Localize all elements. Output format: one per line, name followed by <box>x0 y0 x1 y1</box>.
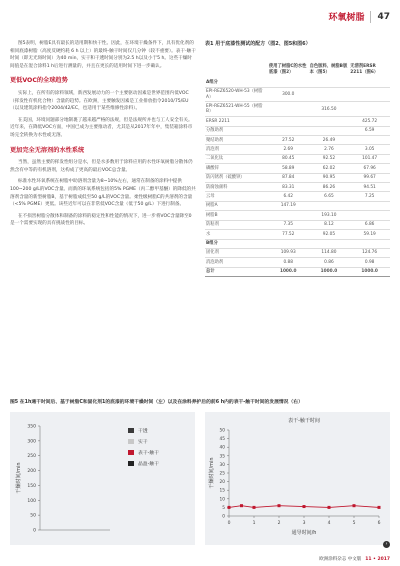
section-heading: 更加完全无溶剂的水性系统 <box>10 146 85 154</box>
row-value: 0.98 <box>349 258 390 267</box>
y-tick-label: 10 <box>219 497 225 503</box>
row-label: 消泡助剂 <box>205 258 268 267</box>
row-value: 77.52 <box>268 230 309 239</box>
table-row <box>205 87 390 102</box>
table-body <box>205 78 390 276</box>
figure-caption: 图5 在1h通干时间后、基于树脂C和固化剂1的底漆的环境干燥时间（左）以及在涂料养护后的前6 h内的表干-触干时间的发展情况（右） <box>10 400 303 405</box>
y-tick-label: 200 <box>27 469 36 475</box>
legend-swatch <box>128 439 134 444</box>
row-value: 62.02 <box>309 164 350 173</box>
row-value: 316.50 <box>309 102 350 117</box>
table-header-cell: 使用了树脂C的水性底漆（图2） <box>268 64 307 75</box>
paragraph: 标准水性环氧系统在树脂中助溶剂含量为8~10%左右，通常在制备的涂料中提供100~200 g/L的VOC含量。而新的环氧系统包括的5% PGME（丙二醇甲基醚）的降低的共溶剂含量的新型树脂B，基于树脂成低至50 g/L的VOC含量。柔性级树脂C的共溶剂的含量（<5% PGME）更低。该些近年可以在非常低VOC含量（低于50 g/L）下进行制备。 <box>10 179 196 208</box>
table-row <box>205 220 390 229</box>
row-value <box>309 78 350 87</box>
row-value: 67.96 <box>349 164 390 173</box>
paragraph: 当然，虽然主要的挥发性组分是水，但是水多数用于涂料应用的水性环氧树脂分散体仍然含有中等的有机溶剂，这构成了更高的最后VOC总含量。 <box>10 160 193 173</box>
row-label: EPI-REZ6521-WH-55（树脂B） <box>205 102 268 117</box>
row-value: 2.69 <box>268 145 309 154</box>
row-value: 425.72 <box>349 117 390 126</box>
legend-label: 晶盈-触干 <box>138 462 159 467</box>
row-value: 87.84 <box>268 173 309 182</box>
y-tick-label: 45 <box>219 437 225 443</box>
header-divider <box>370 11 371 23</box>
row-value: 92.05 <box>309 230 350 239</box>
row-value: 27.52 <box>268 136 309 145</box>
row-value <box>309 239 350 248</box>
row-value: 101.47 <box>349 154 390 163</box>
row-value: 26.49 <box>309 136 350 145</box>
row-value <box>349 87 390 102</box>
y-axis-label: 干燥时间/min <box>209 457 215 489</box>
paragraph: 实际上，在所有的涂料领域，新西发展动力的一个主要驱动因素是世界范围内低VOC（挥发性有机化合物）含量的趋势。在欧洲，主要触发因素是工业排放指令2010/75/EU（以及建筑涂料指令2004/42/EC，也适用于某些维修性涂料）。 <box>10 90 189 112</box>
paragraph: 图5表明，树脂E具有最长的适用期和快干性。因此，在环境干燥条件下，具有优化剂的相同底漆树脂（高度反硬约耗 6 h 以上）的最终-触干时间仅几分钟（较不重要）。表干-触干时间（即无光斑时间）为40 min，实干和干透时间分别为2.5 h以及小于5 h。这些干燥时间值是在混合涂料1 h后进行测量的，并且在更长的适用时间下进一步确认。 <box>10 41 196 69</box>
row-label: 防粘剂 <box>205 220 268 229</box>
x-tick-label: 0 <box>227 521 231 526</box>
table-row <box>205 102 390 117</box>
row-label: 分散助剂 <box>205 126 268 135</box>
drying-time-bar-chart <box>10 412 195 545</box>
y-tick-label: 300 <box>27 439 36 445</box>
x-tick-label: 1 <box>252 521 256 526</box>
row-value: 109.93 <box>268 248 309 257</box>
row-value: 300.0 <box>268 87 309 102</box>
row-label: 水 <box>205 230 268 239</box>
table-row <box>205 183 390 192</box>
table-header-cell: 自色版料、树脂B版本（图5） <box>309 64 348 75</box>
x-tick-label: 4 <box>327 521 331 526</box>
row-value: 8.12 <box>309 220 350 229</box>
data-point <box>278 504 281 507</box>
row-value: 0.88 <box>268 258 309 267</box>
row-label: EPI-REZ6520-WH-53（树脂A） <box>205 87 268 102</box>
data-point <box>228 506 231 509</box>
page-header <box>328 10 390 23</box>
paragraph: 在不损害树脂分散体和制备的涂料的稳定性和性能的情况下，进一步将VOC含量降至0是一个需要实现的具有挑战性的目标。 <box>10 213 192 227</box>
chart-title: 表干-触干时间 <box>288 418 320 424</box>
row-label: 树脂A <box>205 201 268 210</box>
page-footer <box>319 556 390 562</box>
table-row <box>205 248 390 257</box>
row-value <box>349 136 390 145</box>
next-page-arrow-icon[interactable]: › <box>383 541 390 548</box>
table-header-cell <box>205 63 268 78</box>
page-number: 47 <box>377 11 390 22</box>
row-value <box>349 102 390 117</box>
row-value: 2.76 <box>309 145 350 154</box>
y-tick-label: 350 <box>27 424 36 430</box>
table-row <box>205 164 390 173</box>
y-axis-label: 干燥时间/min <box>16 462 22 494</box>
row-value <box>268 78 309 87</box>
y-tick-label: 50 <box>219 428 225 434</box>
row-value: 124.76 <box>349 248 390 257</box>
row-value <box>268 211 309 220</box>
legend-swatch <box>128 450 134 455</box>
row-value: 7.35 <box>268 220 309 229</box>
row-value: 6.42 <box>268 192 309 201</box>
line-chart-svg <box>205 412 390 545</box>
table-header-row <box>205 63 390 78</box>
y-tick-label: 150 <box>27 483 36 489</box>
row-value <box>268 239 309 248</box>
y-tick-label: 0 <box>33 528 36 534</box>
article-left-column <box>10 40 196 232</box>
row-value: 86.26 <box>309 183 350 192</box>
legend-swatch <box>128 461 134 466</box>
table-row <box>205 201 390 210</box>
table-row <box>205 78 390 87</box>
row-value: 7.25 <box>349 192 390 201</box>
formulation-table <box>205 63 390 277</box>
data-point <box>303 505 306 508</box>
row-value: 80.45 <box>268 154 309 163</box>
x-tick-label: 6 <box>377 521 381 526</box>
row-value: 0.86 <box>309 258 350 267</box>
y-tick-label: 0 <box>222 514 225 520</box>
row-value <box>349 239 390 248</box>
table-row <box>205 230 390 239</box>
data-point <box>378 506 381 509</box>
row-value: 1000.0 <box>268 267 309 276</box>
bar-chart-svg <box>10 412 195 545</box>
y-tick-label: 15 <box>219 488 225 494</box>
row-label: 防闪锈剂（硫酸钡） <box>205 173 268 182</box>
row-value: 147.19 <box>268 201 309 210</box>
row-label: 聚结助剂 <box>205 136 268 145</box>
row-label: 固化剂 <box>205 248 268 257</box>
row-value <box>309 87 350 102</box>
row-value: 193.10 <box>309 211 350 220</box>
row-value: 94.51 <box>349 183 390 192</box>
legend-label: 实干 <box>138 440 148 445</box>
table-caption: 表1 用于底漆性测试的配方（图2、图5和图6） <box>205 41 311 47</box>
publication-name: 欧洲涂料杂志 中文版 <box>319 557 362 562</box>
y-tick-label: 100 <box>27 498 36 504</box>
x-tick-label: 3 <box>302 521 306 526</box>
data-point <box>353 504 356 507</box>
legend-label: 干透 <box>138 429 148 434</box>
x-tick-label: 2 <box>277 521 281 526</box>
paragraph: 在美国，环境问题部分地制裹了越来越严格的法规，但是法规所并也与工人安全有关。近年来，在降低VOC方面，中国已成为主要推动者，尤其是从2017年年中，集装箱涂料市场完全转换为水性或无溶。 <box>10 117 193 138</box>
row-value: 83.31 <box>268 183 309 192</box>
row-label: 总计 <box>205 267 268 276</box>
row-value: 114.80 <box>309 248 350 257</box>
issue-label: 11 • 2017 <box>365 556 390 562</box>
table-header-cell: 无溶剂ERSR 2211（图6） <box>350 64 379 75</box>
row-value <box>309 126 350 135</box>
row-value <box>268 117 309 126</box>
row-value: 92.52 <box>309 154 350 163</box>
y-tick-label: 25 <box>219 471 225 477</box>
row-value: 59.19 <box>349 230 390 239</box>
row-value <box>268 126 309 135</box>
table-row <box>205 136 390 145</box>
table-row <box>205 192 390 201</box>
row-label: 防腐蚀颜料 <box>205 183 268 192</box>
legend-swatch <box>128 428 134 433</box>
row-value: 58.89 <box>268 164 309 173</box>
y-tick-label: 30 <box>219 462 225 468</box>
row-value <box>349 211 390 220</box>
row-label: 云母 <box>205 192 268 201</box>
row-value <box>309 201 350 210</box>
row-label: 消泡剂 <box>205 145 268 154</box>
y-tick-label: 50 <box>30 513 36 519</box>
data-point <box>328 506 331 509</box>
row-value: 6.59 <box>349 126 390 135</box>
row-value: 90.95 <box>309 173 350 182</box>
table-row <box>205 126 390 135</box>
table-row <box>205 145 390 154</box>
table-row <box>205 239 390 248</box>
table-row <box>205 154 390 163</box>
table-row <box>205 173 390 182</box>
y-tick-label: 5 <box>222 505 225 511</box>
y-tick-label: 20 <box>219 480 225 486</box>
row-value <box>349 78 390 87</box>
section-heading: 更低VOC的全球趋势 <box>10 77 68 85</box>
section-title: 环氧树脂 <box>328 13 365 23</box>
row-value <box>268 102 309 117</box>
y-tick-label: 250 <box>27 454 36 460</box>
row-value: 6.65 <box>309 192 350 201</box>
x-tick-label: 5 <box>352 521 356 526</box>
row-label: B组分 <box>205 239 268 248</box>
data-point <box>240 504 243 507</box>
row-label: 磷酸锌 <box>205 164 268 173</box>
row-label: ERSR 2211 <box>205 117 268 126</box>
table-row <box>205 258 390 267</box>
data-point <box>253 506 256 509</box>
row-label: A组分 <box>205 78 268 87</box>
row-value <box>309 117 350 126</box>
x-axis-label: 通导时间/h <box>291 530 317 536</box>
row-value <box>349 201 390 210</box>
row-value: 99.67 <box>349 173 390 182</box>
row-label: 二氧化钛 <box>205 154 268 163</box>
table-row <box>205 211 390 220</box>
row-value: 6.86 <box>349 220 390 229</box>
table-row <box>205 117 390 126</box>
row-value: 1000.0 <box>309 267 350 276</box>
row-label: 树脂B <box>205 211 268 220</box>
legend-label: 表干-触干 <box>138 451 159 456</box>
touch-dry-line-chart <box>205 412 390 545</box>
row-value: 3.05 <box>349 145 390 154</box>
row-value: 1000.0 <box>349 267 390 276</box>
y-tick-label: 35 <box>219 454 225 460</box>
table-row <box>205 267 390 276</box>
formulation-table-block <box>205 40 390 277</box>
y-tick-label: 40 <box>219 445 225 451</box>
